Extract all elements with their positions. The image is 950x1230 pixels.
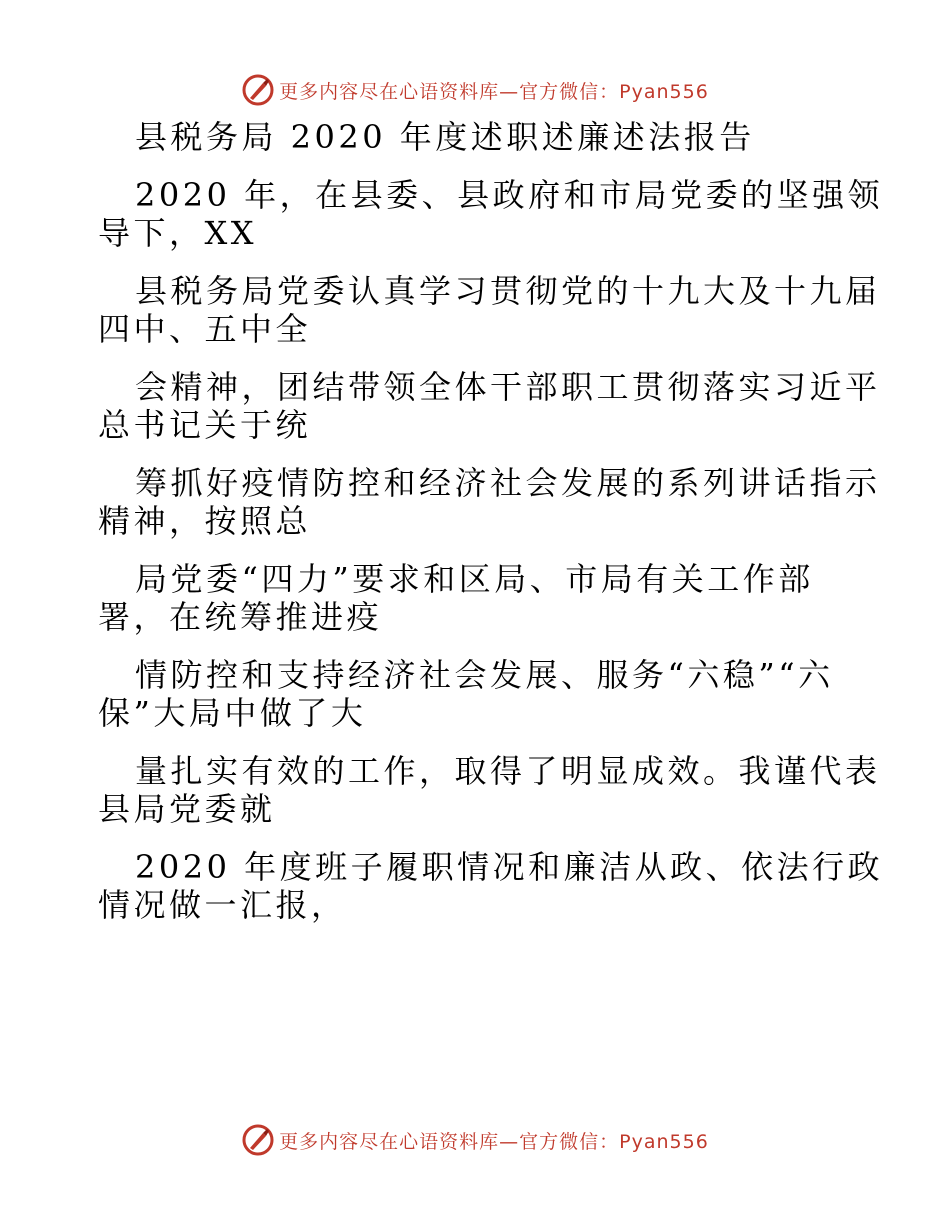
paragraph-line: 2020 年，在县委、县政府和市局党委的坚强领 [135,176,884,214]
header-watermark-banner [0,70,950,110]
paragraph-line: 县局党委就 [98,790,276,828]
paragraph-line: 保”大局中做了大 [98,694,367,732]
paragraph-line: 2020 年度班子履职情况和廉洁从政、依法行政 [135,848,884,886]
banner-text: 更多内容尽在心语资料库—官方微信：Pyan556 [279,80,709,103]
footer-watermark-banner [0,1120,950,1160]
document-title: 县税务局 2020 年度述职述廉述法报告 [135,118,755,156]
paragraph-line: 情防控和支持经济社会发展、服务“六稳”“六 [135,656,834,694]
paragraph-line: 情况做一汇报， [98,886,347,924]
paragraph-line: 量扎实有效的工作，取得了明显成效。我谨代表 [135,752,881,790]
pen-logo-icon [241,1123,275,1157]
paragraph-line: 精神，按照总 [98,502,312,540]
paragraph-line: 导下，XX [98,214,258,252]
paragraph-line: 总书记关于统 [98,406,312,444]
document-body [98,118,884,924]
paragraph-line: 会精神，团结带领全体干部职工贯彻落实习近平 [135,368,881,406]
paragraph-line: 四中、五中全 [98,310,312,348]
paragraph-line: 署，在统筹推进疫 [98,598,383,636]
paragraph-line: 局党委“四力”要求和区局、市局有关工作部 [135,560,814,598]
pen-logo-icon [241,73,275,107]
banner-text: 更多内容尽在心语资料库—官方微信：Pyan556 [279,1130,709,1153]
paragraph-line: 筹抓好疫情防控和经济社会发展的系列讲话指示 [135,464,881,502]
paragraph-line: 县税务局党委认真学习贯彻党的十九大及十九届 [135,272,881,310]
